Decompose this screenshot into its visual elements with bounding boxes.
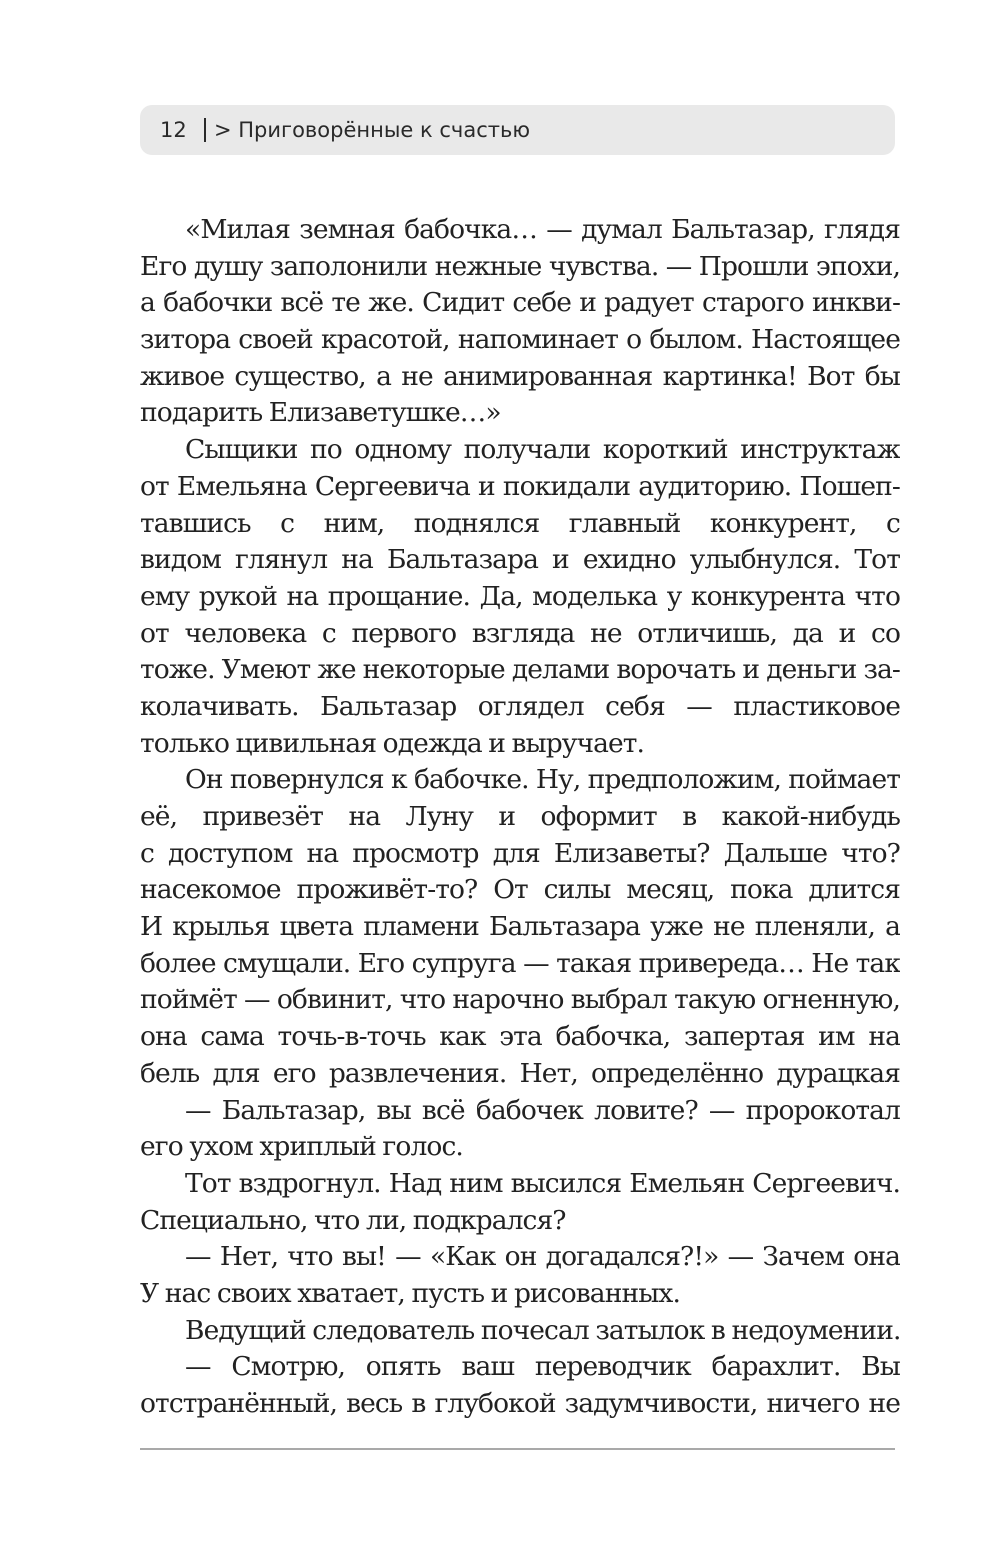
- text-line: — Бальтазар, вы всё бабочек ловите? — пророкотал: [185, 1094, 900, 1126]
- text-line: Ведущий следователь почесал затылок в недоумении.: [185, 1314, 901, 1346]
- text-line: Его душу заполонили нежные чувства. — Прошли эпохи,: [140, 250, 900, 282]
- text-line: она сама точь-в-точь как эта бабочка, запертая им на: [140, 1021, 900, 1053]
- text-line: У нас своих хватает, пусть и рисованных.: [140, 1277, 680, 1309]
- page-number: 12: [160, 118, 187, 142]
- text-line: её, привезёт на Луну и оформит в какой-нибудь: [140, 801, 900, 832]
- text-line: Специально, что ли, подкрался?: [140, 1204, 566, 1236]
- text-line: от человека с первого взгляда не отличишь, да и со: [140, 617, 900, 649]
- text-line: с доступом на просмотр для Елизаветы? Дальше что?: [140, 837, 900, 869]
- text-line: тоже. Умеют же некоторые делами ворочать и деньги за-: [140, 654, 900, 686]
- text-line: его ухом хриплый голос.: [140, 1131, 463, 1163]
- chapter-title: > Приговорённые к счастью: [214, 118, 531, 142]
- text-line: Сыщики по одному получали короткий инструктаж: [185, 434, 900, 466]
- text-line: тавшись с ним, поднялся главный конкурент, с: [140, 507, 900, 539]
- text-line: более смущали. Его супруга — такая привереда… Не так: [140, 947, 900, 979]
- text-line: отстранённый, весь в глубокой задумчивости, ничего не: [140, 1388, 900, 1419]
- text-line: подарить Елизаветушке…»: [140, 397, 501, 429]
- text-line: только цивильная одежда и выручает.: [140, 727, 645, 759]
- text-line: Он повернулся к бабочке. Ну, предположим, поймает: [185, 764, 900, 796]
- footer-rule: [140, 1448, 895, 1450]
- text-line: бель для его развлечения. Нет, определённо дурацкая: [140, 1057, 900, 1089]
- text-line: видом глянул на Бальтазара и ехидно улыбнулся. Тот: [140, 544, 900, 576]
- text-line: — Смотрю, опять ваш переводчик барахлит. Вы: [185, 1351, 900, 1383]
- text-line: «Милая земная бабочка… — думал Бальтазар, глядя: [185, 214, 900, 245]
- text-line: насекомое проживёт-то? От силы месяц, пока длится: [140, 874, 900, 906]
- text-line: И крылья цвета пламени Бальтазара уже не пленяли, а: [140, 911, 900, 943]
- text-line: от Емельяна Сергеевича и покидали аудиторию. Пошеп-: [140, 470, 900, 502]
- text-line: колачивать. Бальтазар оглядел себя — пластиковое: [140, 690, 900, 722]
- text-line: живое существо, а не анимированная картинка! Вот бы: [140, 360, 900, 392]
- text-line: Тот вздрогнул. Над ним высился Емельян Сергеевич.: [185, 1167, 900, 1199]
- text-line: — Нет, что вы! — «Как он догадался?!» — Зачем она: [185, 1241, 900, 1273]
- text-line: поймёт — обвинит, что нарочно выбрал такую огненную,: [140, 984, 900, 1016]
- text-line: а бабочки всё те же. Сидит себе и радует старого инкви-: [140, 287, 900, 319]
- text-line: зитора своей красотой, напоминает о былом. Настоящее: [140, 324, 900, 356]
- body-text: [140, 212, 900, 1423]
- header-separator: [204, 118, 206, 142]
- running-header: [140, 105, 895, 155]
- text-line: ему рукой на прощание. Да, моделька у конкурента что: [140, 580, 900, 612]
